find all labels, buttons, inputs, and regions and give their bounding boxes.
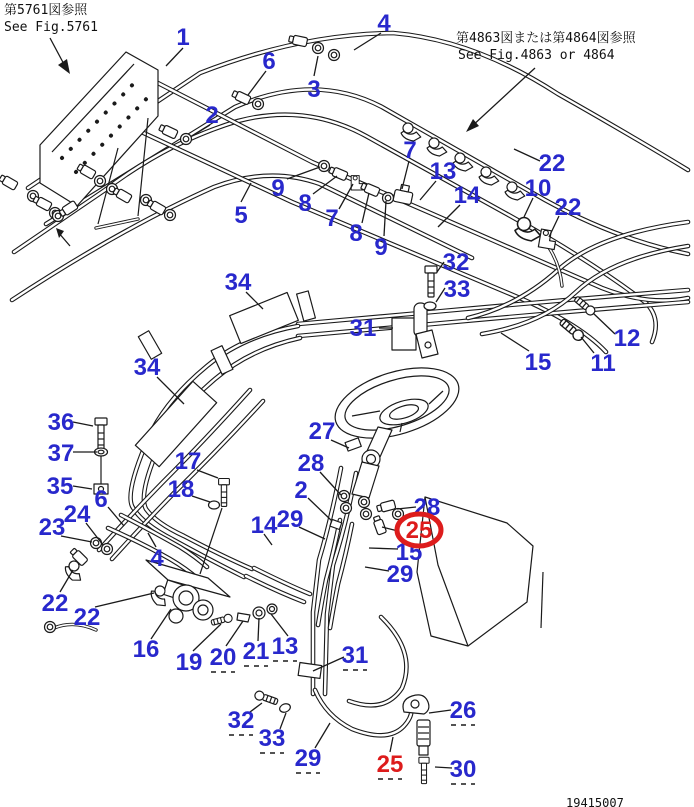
callout-27[interactable]: 27: [308, 418, 336, 445]
reference-note-top-left-jp: 第5761図参照: [4, 3, 88, 18]
callout-13-b[interactable]: 13: [271, 633, 299, 660]
callout-19[interactable]: 19: [175, 649, 203, 676]
callout-34-b[interactable]: 34: [133, 354, 161, 381]
callout-33[interactable]: 33: [443, 276, 471, 303]
callout-18[interactable]: 18: [167, 476, 195, 503]
callout-9-b[interactable]: 9: [374, 234, 388, 261]
callout-30[interactable]: 30: [449, 756, 477, 783]
callout-28-b[interactable]: 28: [413, 494, 441, 521]
reference-note-top-right-jp: 第4863図または第4864図参照: [456, 31, 636, 46]
callout-22-b[interactable]: 22: [554, 194, 582, 221]
callout-32-b[interactable]: 32: [227, 707, 255, 734]
callout-7-b[interactable]: 7: [403, 137, 417, 164]
callout-6-b[interactable]: 6: [94, 486, 108, 513]
callout-9[interactable]: 9: [271, 175, 285, 202]
callout-29-c[interactable]: 29: [294, 745, 322, 772]
callout-36[interactable]: 36: [47, 409, 75, 436]
callout-29[interactable]: 29: [276, 506, 304, 533]
callout-3[interactable]: 3: [307, 76, 321, 103]
callout-10[interactable]: 10: [524, 175, 552, 202]
callout-31[interactable]: 31: [349, 315, 377, 342]
column-fittings: [330, 491, 404, 536]
steering-wheel: [327, 355, 468, 452]
callout-21[interactable]: 21: [242, 638, 270, 665]
callout-17[interactable]: 17: [174, 448, 202, 475]
callout-1[interactable]: 1: [176, 24, 190, 51]
callout-31-b[interactable]: 31: [341, 642, 369, 669]
callout-7[interactable]: 7: [325, 205, 339, 232]
callout-4[interactable]: 4: [377, 10, 391, 37]
callout-35[interactable]: 35: [46, 473, 74, 500]
callout-24[interactable]: 24: [63, 501, 91, 528]
callout-32[interactable]: 32: [442, 249, 470, 276]
callout-33-b[interactable]: 33: [258, 725, 286, 752]
reference-note-top-right: [456, 30, 636, 64]
footer-drawing-code: 19415007: [566, 796, 624, 807]
callout-13[interactable]: 13: [429, 158, 457, 185]
callout-28[interactable]: 28: [297, 450, 325, 477]
callout-37[interactable]: 37: [47, 440, 75, 467]
callout-15-b[interactable]: 15: [395, 539, 423, 566]
callout-25-b-highlighted[interactable]: 25: [376, 751, 404, 778]
callout-8-b[interactable]: 8: [349, 220, 363, 247]
callout-15[interactable]: 15: [524, 349, 552, 376]
callout-22-d[interactable]: 22: [73, 604, 101, 631]
reference-note-top-right-en: See Fig.4863 or 4864: [458, 48, 615, 63]
callout-34[interactable]: 34: [224, 269, 252, 296]
callout-29-b[interactable]: 29: [386, 561, 414, 588]
tee-fitting: [393, 183, 414, 204]
bolt-36-washer-37-clamp-35: [94, 418, 108, 494]
callout-14-b[interactable]: 14: [250, 512, 278, 539]
callout-2-b[interactable]: 2: [294, 477, 308, 504]
callout-8[interactable]: 8: [298, 190, 312, 217]
callout-22[interactable]: 22: [538, 150, 566, 177]
callout-26[interactable]: 26: [449, 697, 477, 724]
callout-12[interactable]: 12: [613, 325, 641, 352]
callout-5[interactable]: 5: [234, 202, 248, 229]
callout-2[interactable]: 2: [205, 102, 219, 129]
callout-14[interactable]: 14: [453, 182, 481, 209]
callout-25-highlighted[interactable]: 25: [405, 517, 433, 544]
callout-23[interactable]: 23: [38, 514, 66, 541]
callout-11[interactable]: 11: [590, 350, 616, 377]
reference-note-top-left-en: See Fig.5761: [4, 20, 98, 35]
callout-4-b[interactable]: 4: [150, 545, 164, 572]
callout-20[interactable]: 20: [209, 644, 237, 671]
callout-6[interactable]: 6: [262, 48, 276, 75]
callout-22-c[interactable]: 22: [41, 590, 69, 617]
callout-16[interactable]: 16: [132, 636, 160, 663]
reference-note-top-left: [4, 2, 98, 36]
